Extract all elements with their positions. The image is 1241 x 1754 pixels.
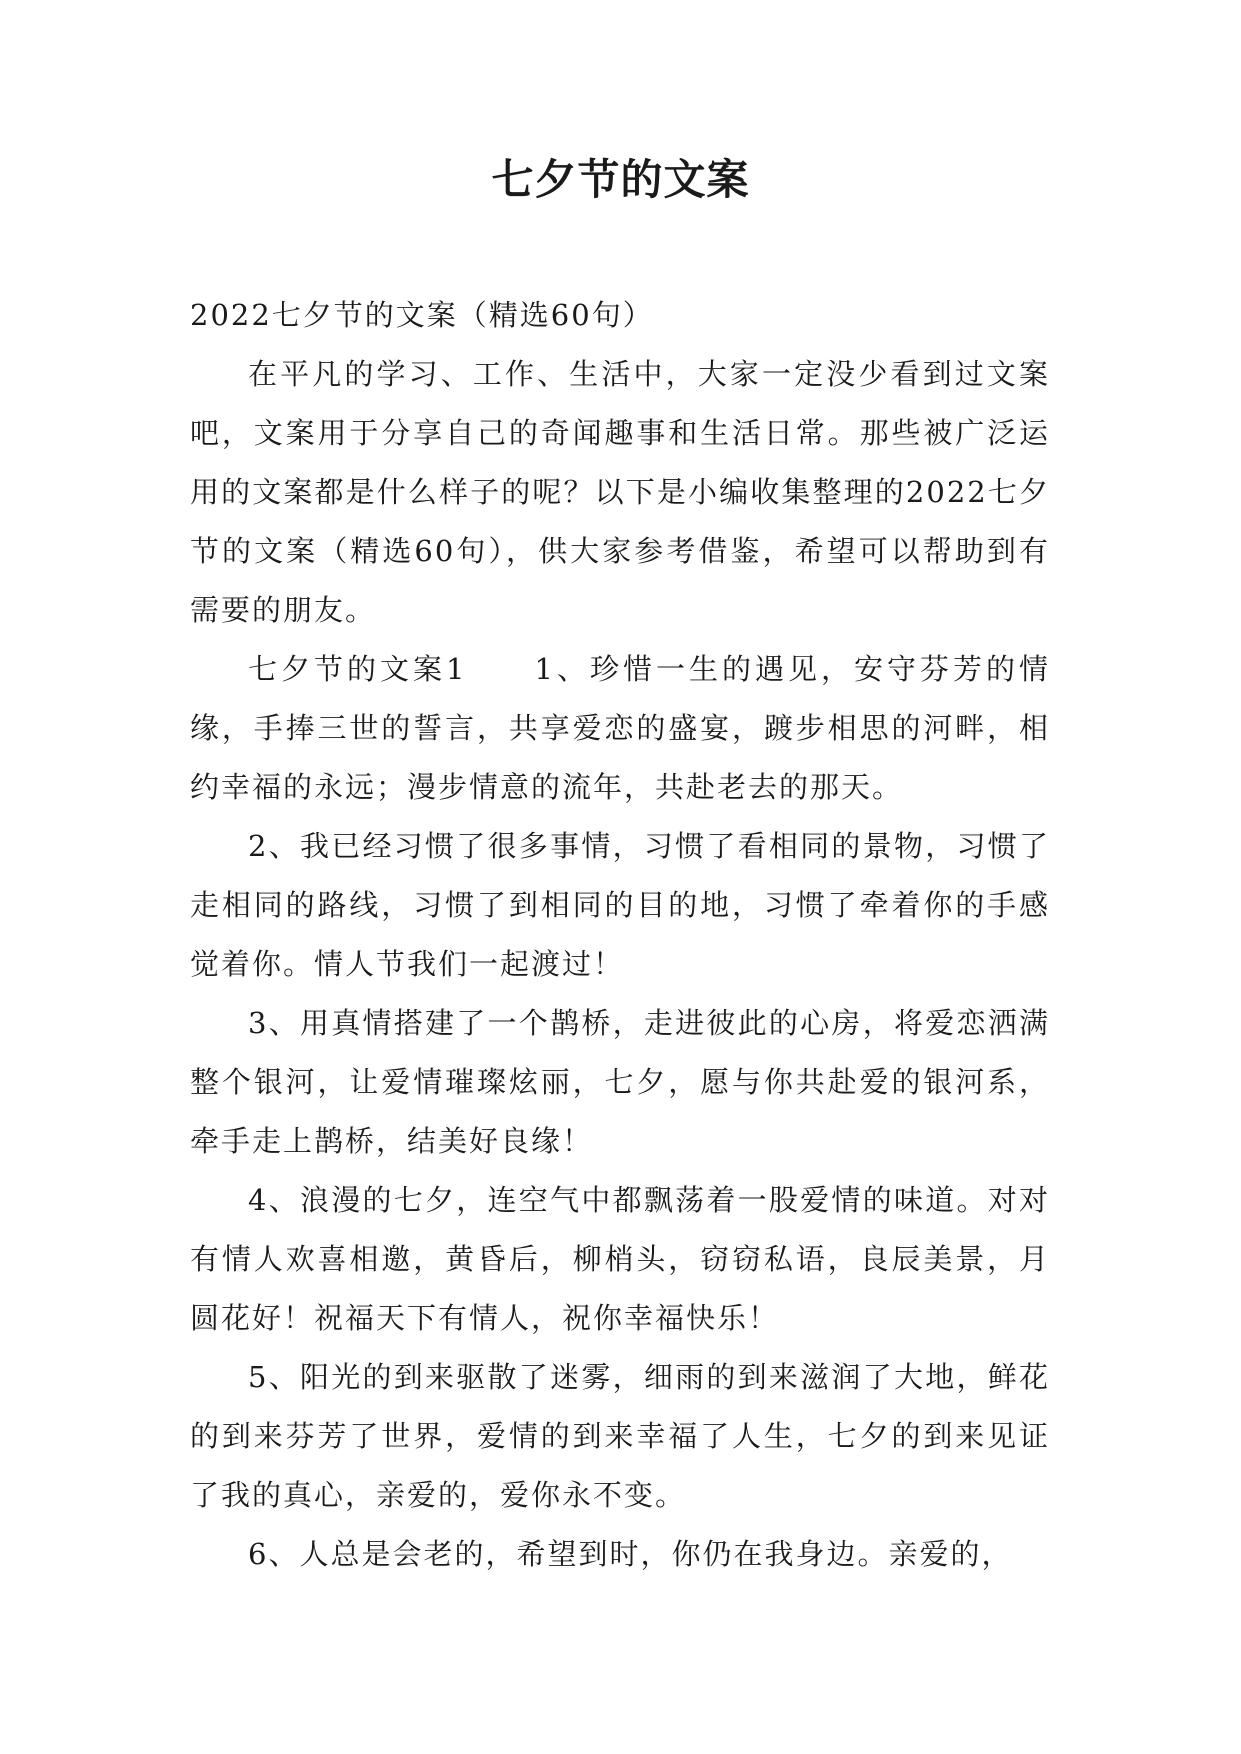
paragraph-intro: 在平凡的学习、工作、生活中，大家一定没少看到过文案吧，文案用于分享自己的奇闻趣事和生活日常。那些被广泛运用的文案都是什么样子的呢？以下是小编收集整理的2022七夕节的文案（精选60句），供大家参考借鉴，希望可以帮助到有需要的朋友。: [190, 357, 1050, 627]
paragraph-item-2: 2、我已经习惯了很多事情，习惯了看相同的景物，习惯了走相同的路线，习惯了到相同的目的地，习惯了牵着你的手感觉着你。情人节我们一起渡过！: [190, 829, 1050, 981]
document-subtitle: 2022七夕节的文案（精选60句）: [190, 298, 654, 332]
paragraph-item-1: 七夕节的文案1 1、珍惜一生的遇见，安守芬芳的情缘，手捧三世的誓言，共享爱恋的盛宴，踱步相思的河畔，相约幸福的永远；漫步情意的流年，共赴老去的那天。: [190, 652, 1050, 804]
paragraph-item-4: 4、浪漫的七夕，连空气中都飘荡着一股爱情的味道。对对有情人欢喜相邀，黄昏后，柳梢头，窃窃私语，良辰美景，月圆花好！祝福天下有情人，祝你幸福快乐！: [190, 1183, 1050, 1335]
paragraph-item-5: 5、阳光的到来驱散了迷雾，细雨的到来滋润了大地，鲜花的到来芬芳了世界，爱情的到来幸福了人生，七夕的到来见证了我的真心，亲爱的，爱你永不变。: [190, 1360, 1050, 1512]
paragraph-item-6: 6、人总是会老的，希望到时，你仍在我身边。亲爱的，: [248, 1537, 1013, 1571]
paragraph-item-3: 3、用真情搭建了一个鹊桥，走进彼此的心房，将爱恋洒满整个银河，让爱情璀璨炫丽，七夕，愿与你共赴爱的银河系，牵手走上鹊桥，结美好良缘！: [190, 1006, 1050, 1158]
document-body: [190, 286, 1050, 1584]
document-title: 七夕节的文案: [491, 155, 750, 204]
